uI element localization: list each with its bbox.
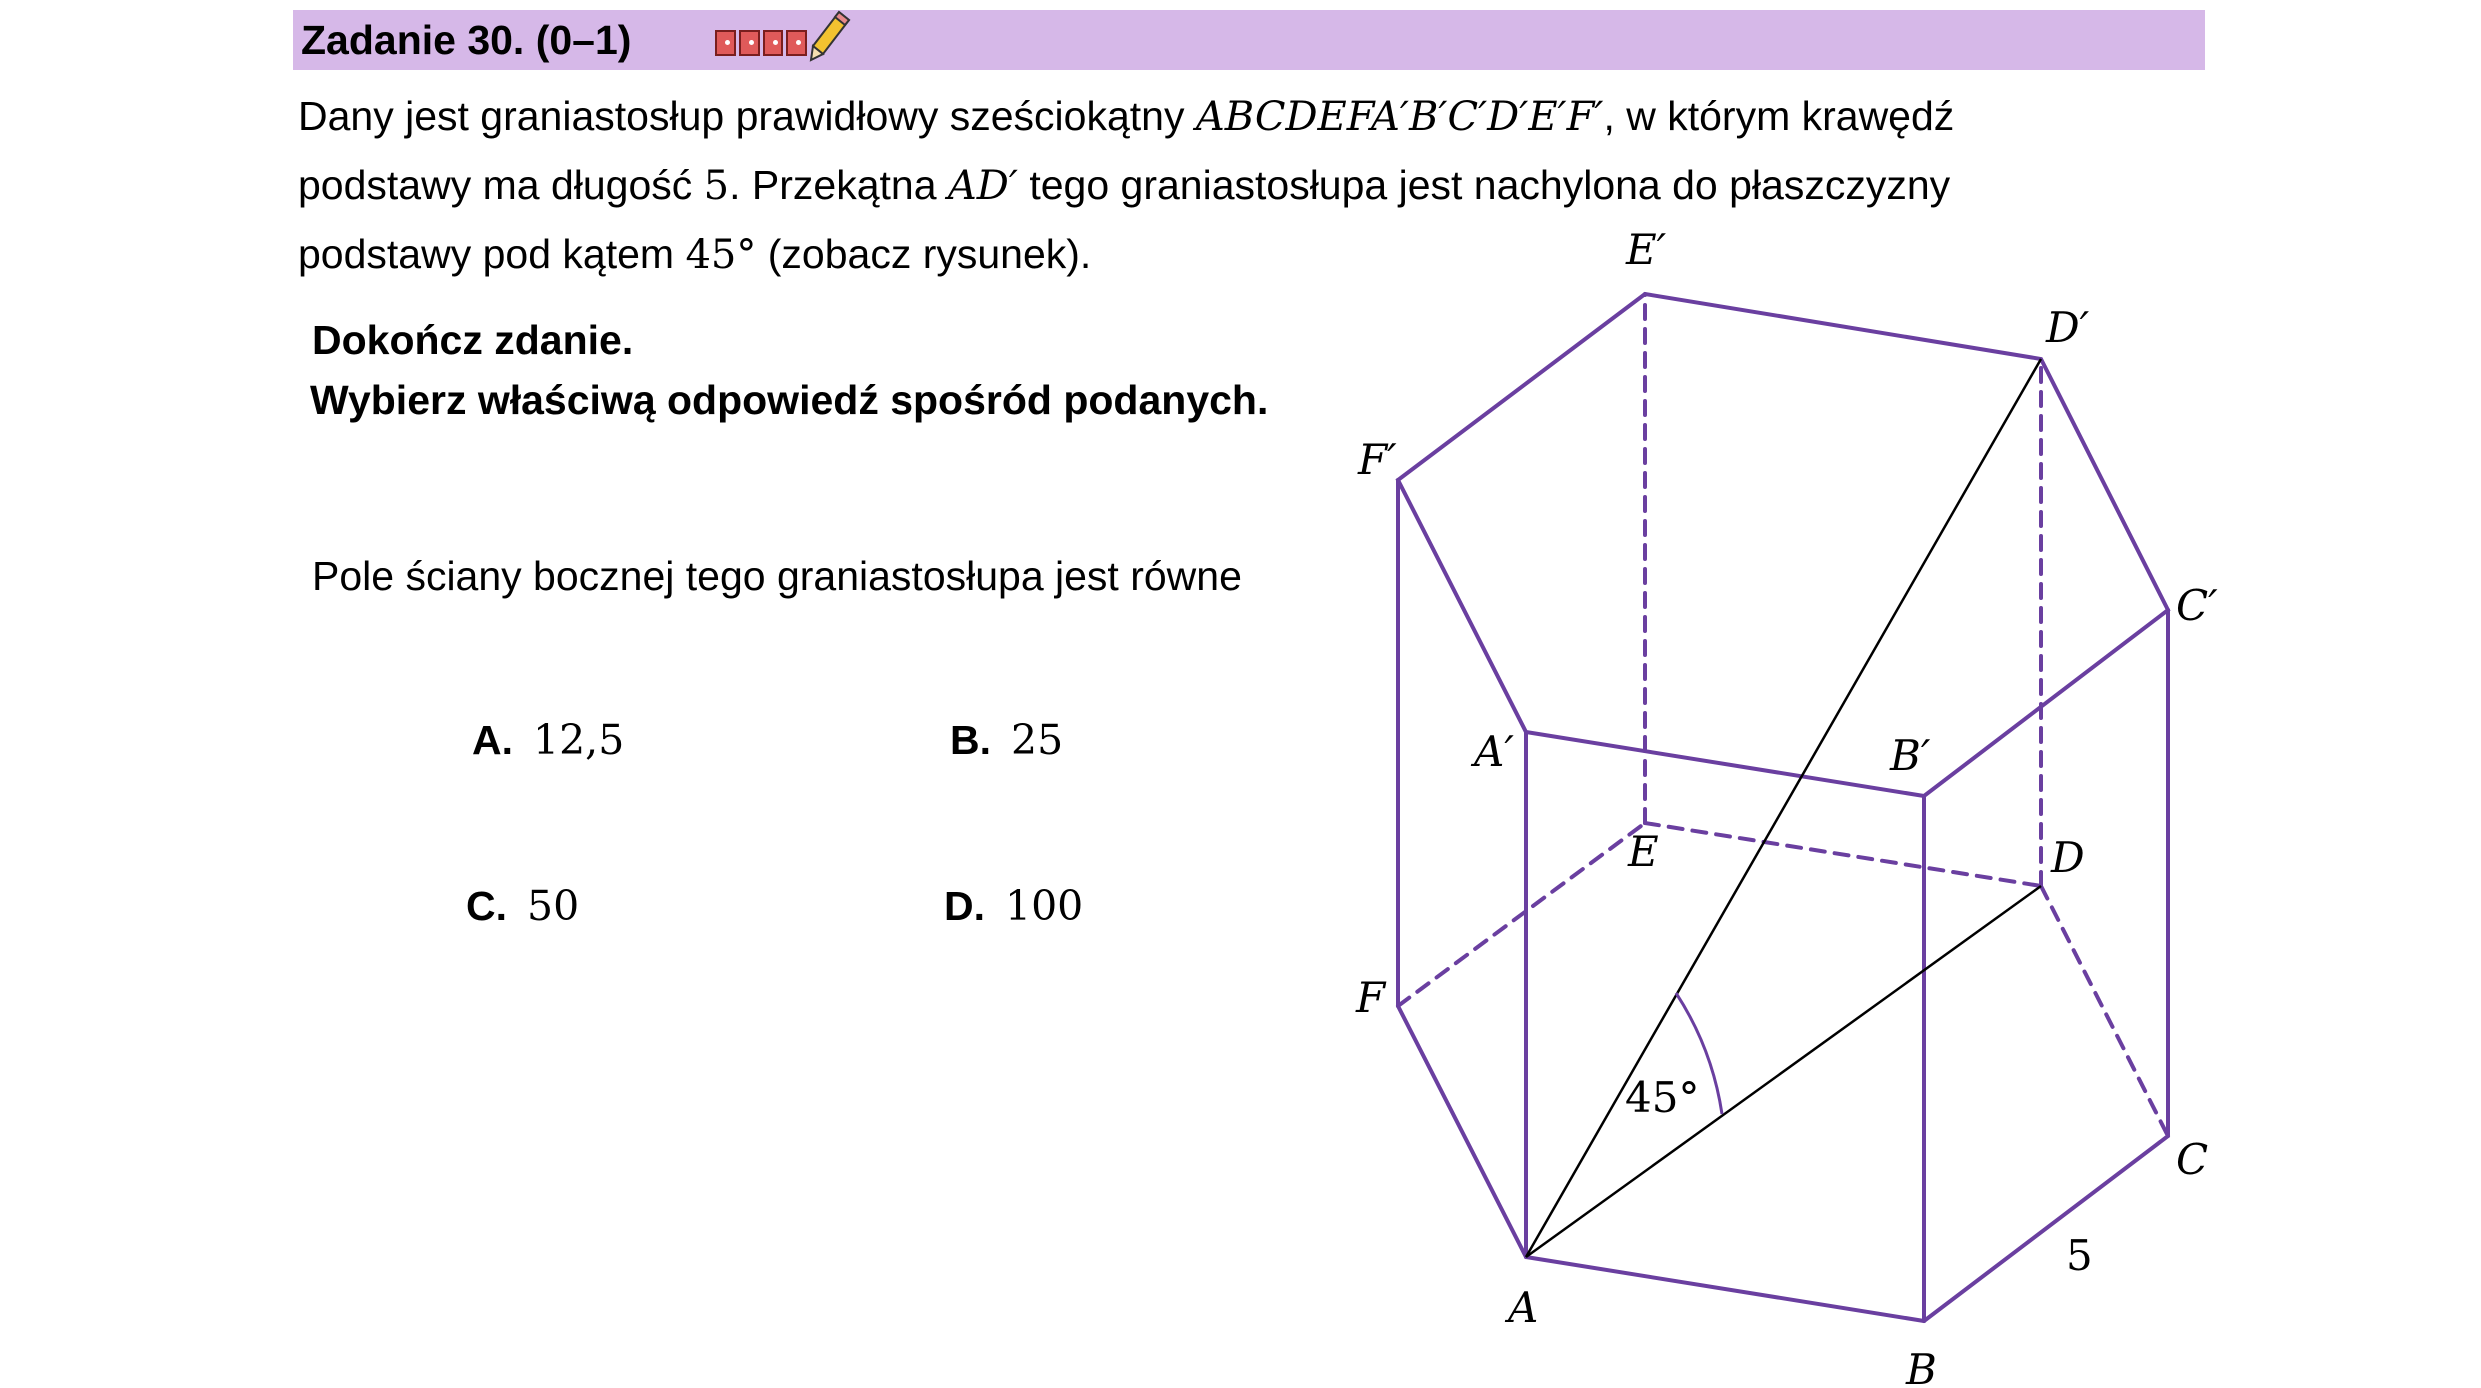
option-c-letter: C. — [466, 883, 507, 929]
label-D: D — [2051, 833, 2085, 882]
label-D1: D′ — [2046, 303, 2090, 352]
option-a-value: 12,5 — [533, 716, 625, 764]
label-F1: F′ — [1358, 435, 1397, 484]
edge-DC — [2041, 886, 2168, 1136]
intro-line-1: Dany jest graniastosłup prawidłowy sześciokątny ABCDEFA′B′C′D′E′F′, w którym krawędź — [298, 93, 1955, 140]
edge-ED — [1645, 823, 2041, 886]
label-B1: B′ — [1890, 731, 1931, 780]
edge-FE — [1398, 823, 1645, 1006]
edge-BC — [1924, 1136, 2168, 1321]
task-title: Zadanie 30. (0–1) — [301, 17, 632, 63]
option-c-value: 50 — [527, 882, 580, 930]
diagonal-name: AD′ — [947, 163, 1018, 209]
diagonal-AD — [1526, 886, 2041, 1257]
option-b-value: 25 — [1011, 716, 1064, 764]
label-E: E — [1628, 827, 1659, 876]
option-a-letter: A. — [472, 717, 513, 763]
label-E1: E′ — [1626, 225, 1667, 274]
instruction-line-2: Wybierz właściwą odpowiedź spośród podanych. — [310, 377, 1269, 423]
diagonal-AD1 — [1526, 359, 2041, 1257]
label-A1: A′ — [1474, 727, 1514, 776]
label-C: C — [2176, 1135, 2209, 1184]
top-face — [1398, 294, 2168, 796]
label-A: A — [1508, 1283, 1539, 1332]
option-d-letter: D. — [944, 883, 985, 929]
edge-AF — [1398, 1006, 1526, 1257]
intro-line-3: podstawy pod kątem 45° (zobacz rysunek). — [298, 231, 1092, 278]
option-d-value: 100 — [1005, 882, 1084, 930]
prism-name: ABCDEFA′B′C′D′E′F′ — [1195, 94, 1604, 140]
question-stem: Pole ściany bocznej tego graniastosłupa jest równe — [312, 553, 1242, 599]
label-F: F — [1356, 973, 1386, 1022]
edge-label: 5 — [2066, 1231, 2093, 1280]
label-C1: C′ — [2176, 581, 2218, 630]
angle-value: 45° — [685, 232, 757, 278]
edge-AB — [1526, 1257, 1924, 1321]
intro-line-2: podstawy ma długość 5. Przekątna AD′ tego graniastosłupa jest nachylona do płaszczyzny — [298, 162, 1951, 209]
angle-label: 45° — [1625, 1073, 1700, 1122]
instruction-line-1: Dokończ zdanie. — [312, 317, 634, 363]
option-b-letter: B. — [950, 717, 991, 763]
label-B: B — [1906, 1345, 1937, 1388]
edge-length: 5 — [703, 163, 730, 209]
